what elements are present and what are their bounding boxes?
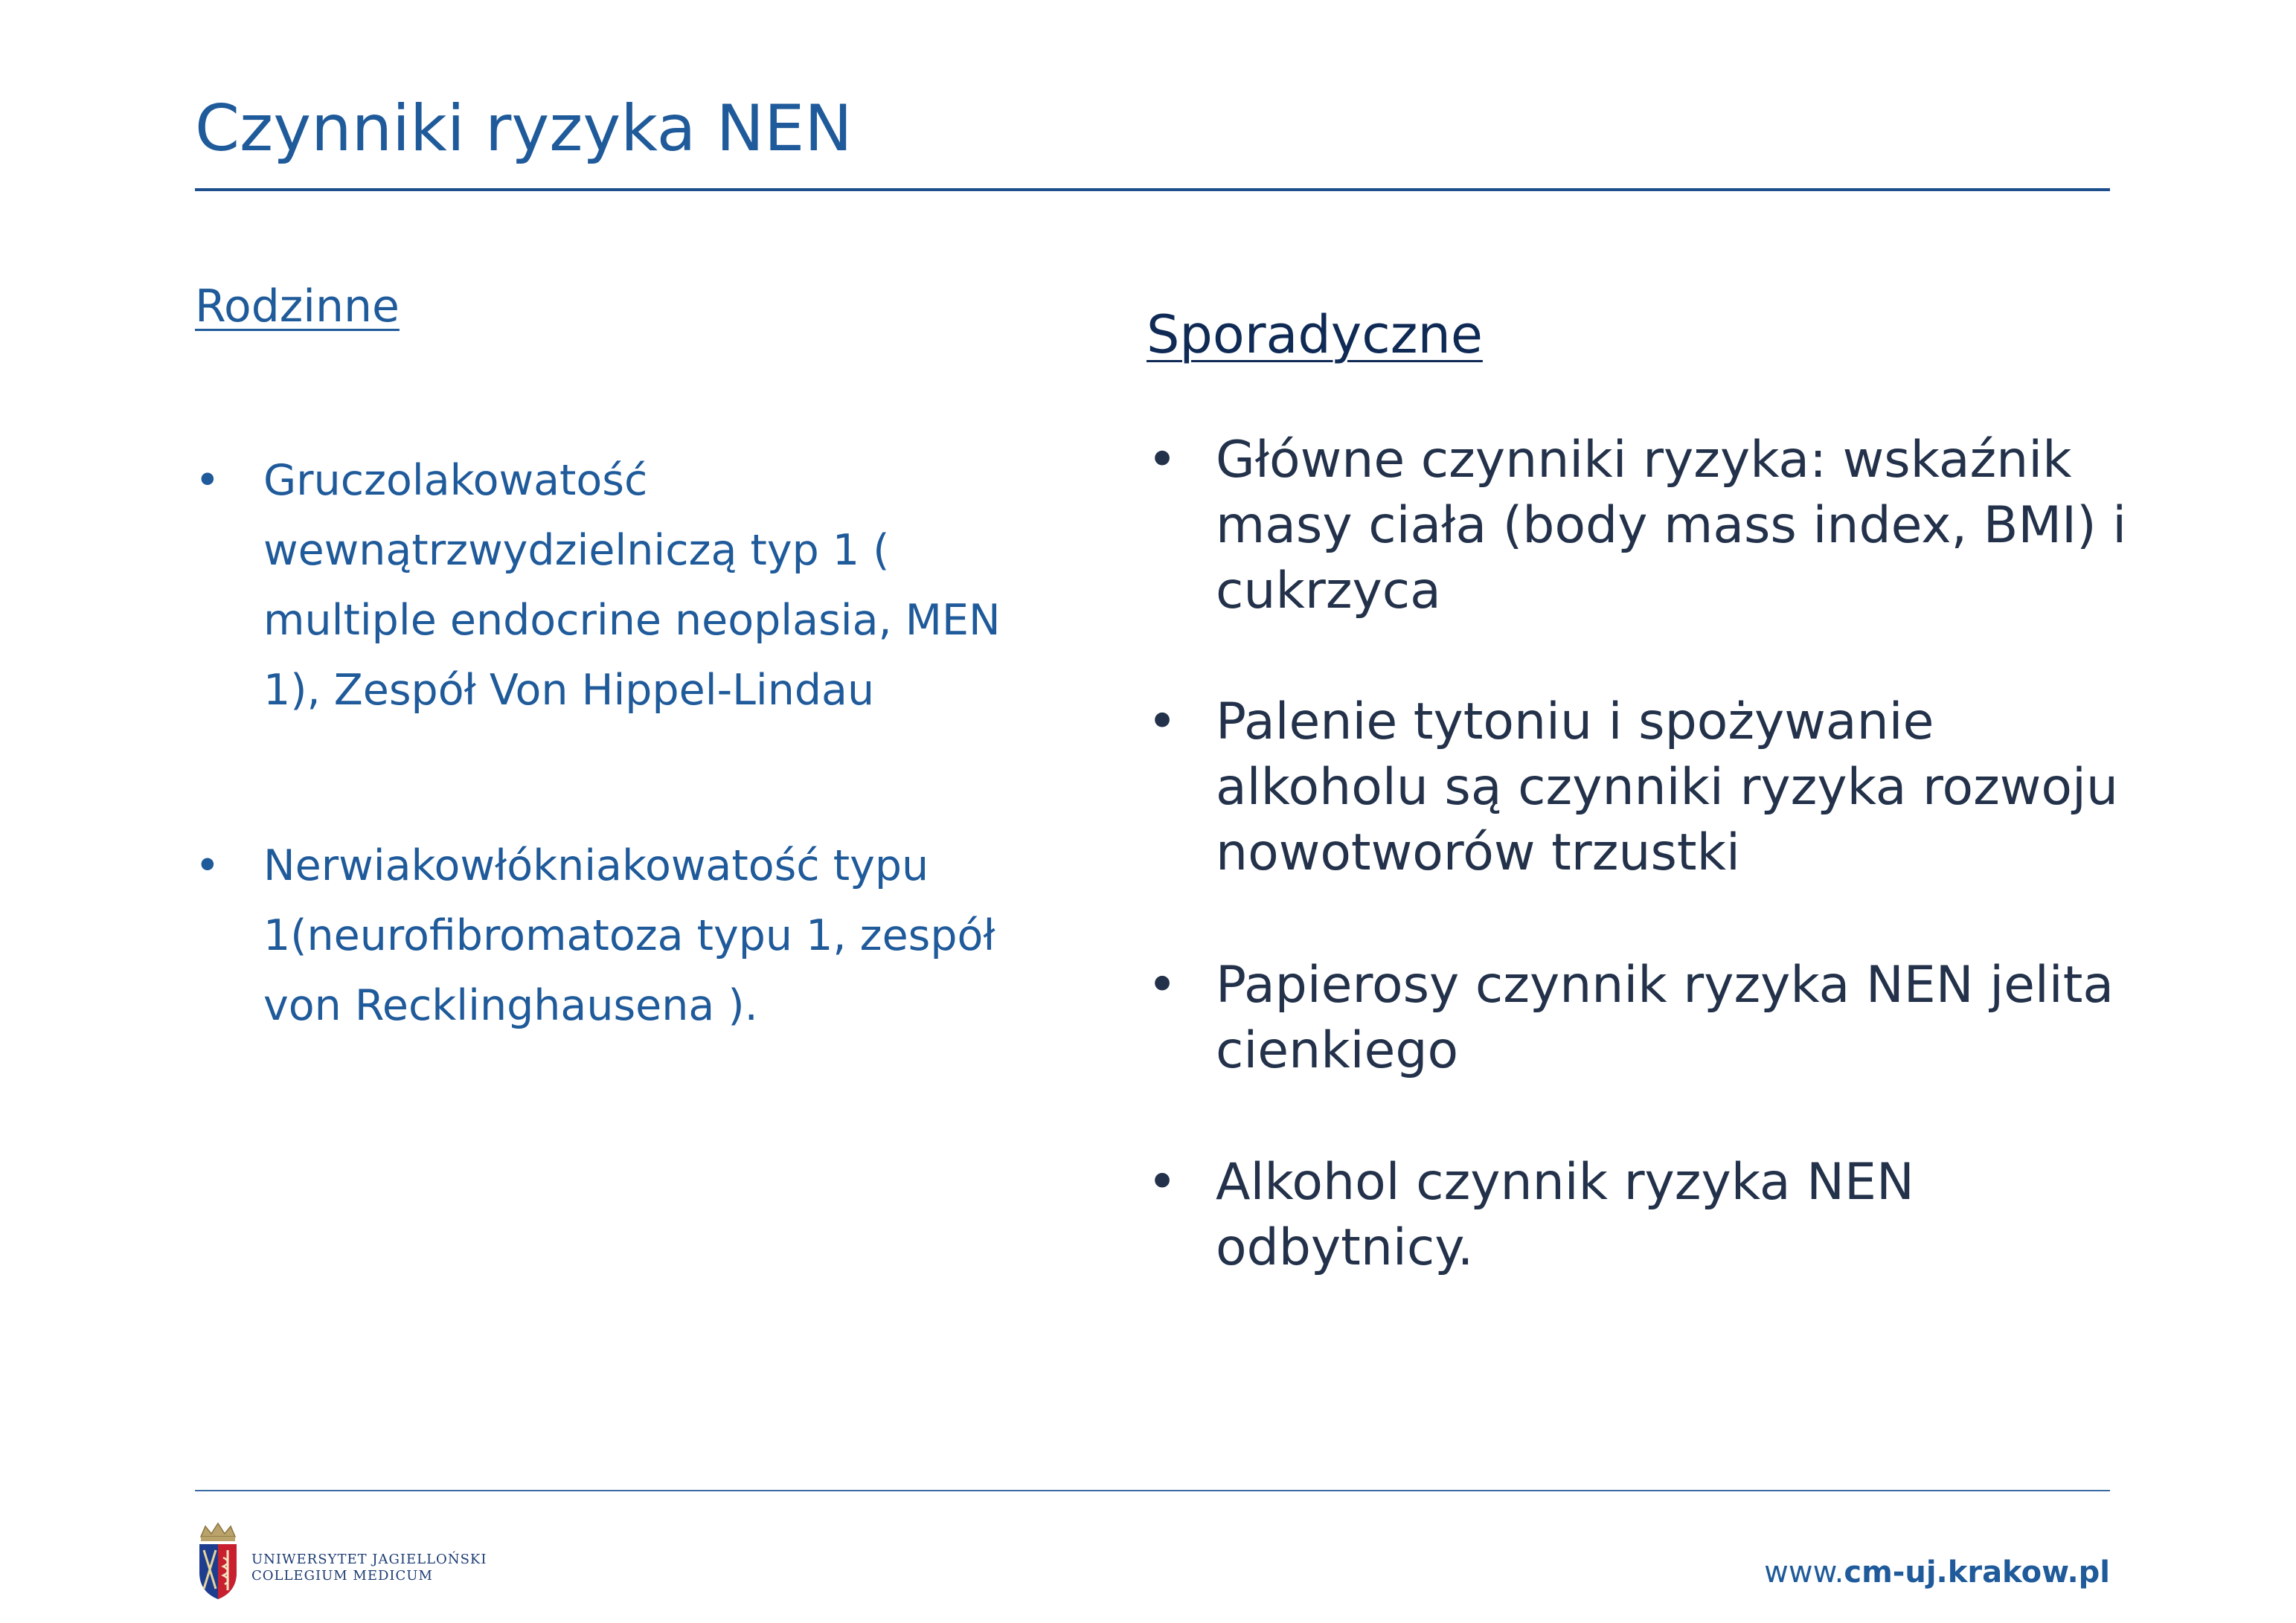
list-item-text: Nerwiakowłókniakowatość typu 1(neurofibromatoza typu 1, zespół von Recklinghausena ). bbox=[263, 841, 995, 1030]
list-item bbox=[1147, 428, 2138, 624]
list-item-text: Palenie tytoniu i spożywanie alkoholu są czynniki ryzyka rozwoju nowotworów trzustki bbox=[1216, 692, 2119, 882]
list-item-text: Główne czynniki ryzyka: wskaźnik masy ciała (body mass index, BMI) i cukrzyca bbox=[1216, 431, 2127, 620]
list-item-text: Papierosy czynnik ryzyka NEN jelita cienkiego bbox=[1216, 956, 2114, 1080]
bullet-icon: • bbox=[195, 841, 220, 890]
bullet-icon: • bbox=[1147, 431, 1178, 489]
logo-line-collegium: COLLEGIUM MEDICUM bbox=[251, 1568, 433, 1584]
list-item bbox=[1147, 1150, 2138, 1281]
list-item-text: Gruczolakowatość wewnątrzwydzielniczą typ 1 ( multiple endocrine neoplasia, MEN 1), Zespół Von Hippel-Lindau bbox=[263, 456, 1001, 715]
bullet-icon: • bbox=[1147, 956, 1178, 1015]
list-item bbox=[195, 446, 1030, 725]
logo-text bbox=[251, 1552, 487, 1584]
list-item-text: Alkohol czynnik ryzyka NEN odbytnicy. bbox=[1216, 1153, 1914, 1277]
bullet-icon: • bbox=[1147, 1153, 1178, 1212]
university-logo bbox=[195, 1520, 507, 1602]
title-divider bbox=[195, 188, 2110, 191]
left-column-heading: Rodzinne bbox=[195, 280, 400, 332]
bullet-icon: • bbox=[1147, 692, 1178, 751]
bullet-icon: • bbox=[195, 456, 220, 505]
website-link[interactable] bbox=[1764, 1552, 2110, 1593]
list-item bbox=[1147, 953, 2138, 1084]
logo-line-university: UNIWERSYTET JAGIELLOŃSKI bbox=[251, 1552, 487, 1567]
website-prefix: www. bbox=[1764, 1555, 1844, 1590]
list-item bbox=[1147, 690, 2138, 886]
crest-icon bbox=[195, 1520, 241, 1602]
list-item bbox=[195, 831, 1030, 1041]
slide-title: Czynniki ryzyka NEN bbox=[195, 91, 853, 166]
right-column-heading: Sporadyczne bbox=[1147, 304, 1483, 365]
website-domain: cm-uj.krakow.pl bbox=[1844, 1555, 2110, 1590]
footer-divider bbox=[195, 1490, 2110, 1491]
